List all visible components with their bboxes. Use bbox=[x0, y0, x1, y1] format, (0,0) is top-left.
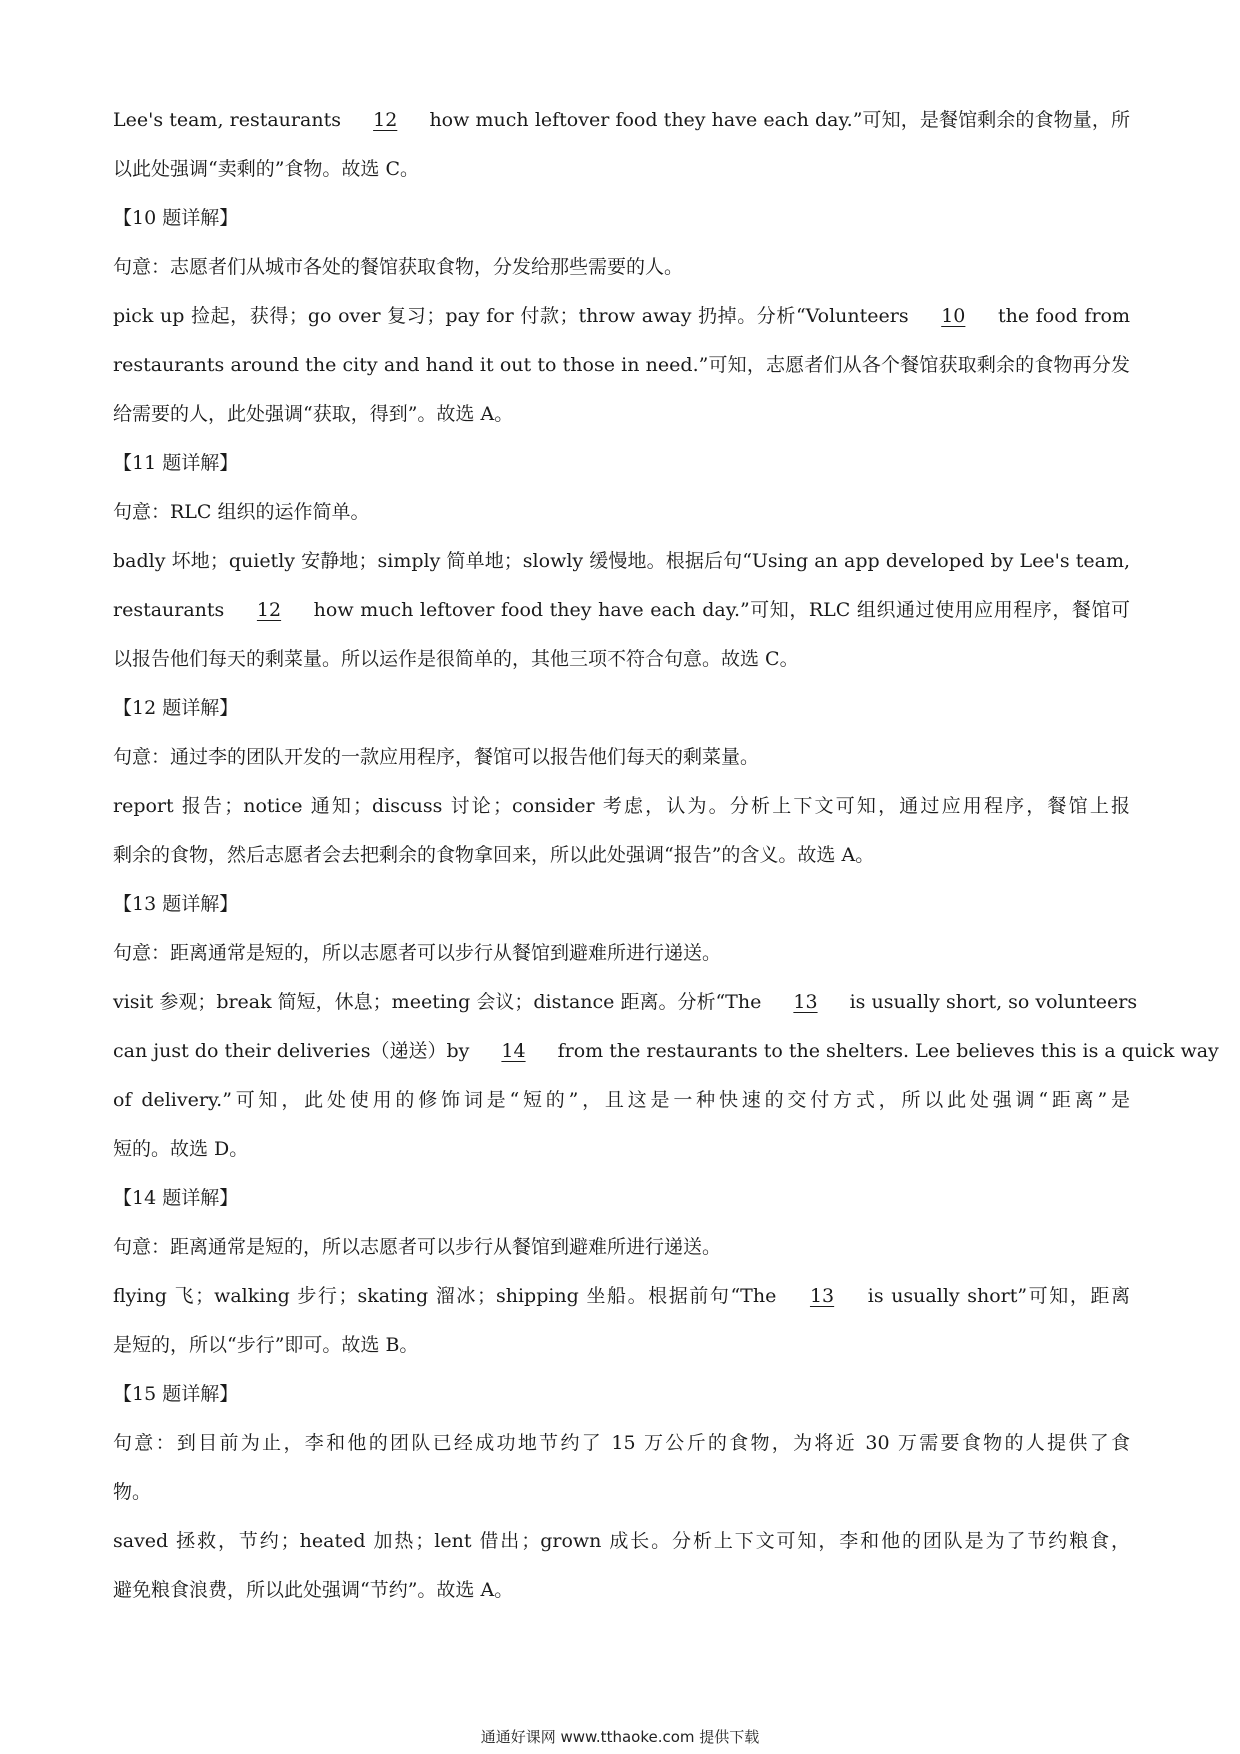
text-segment: 剩余的食物，然后志愿者会去把剩余的食物拿回来，所以此处强调“报告”的含义。故选 A。 bbox=[113, 844, 875, 866]
text-segment: from the restaurants to the shelters. Lee believes this is a quick way bbox=[551, 1040, 1219, 1062]
text-line bbox=[113, 1125, 1130, 1174]
text-line bbox=[113, 1517, 1130, 1566]
text-line bbox=[113, 880, 1130, 929]
text-line bbox=[113, 292, 1130, 341]
text-segment: report 报告；notice 通知；discuss 讨论；consider 考虑，认为。分析上下文可知，通过应用程序，餐馆上报 bbox=[113, 795, 1130, 817]
text-line bbox=[113, 635, 1130, 684]
text-line bbox=[113, 488, 1130, 537]
text-segment: the food from bbox=[991, 305, 1130, 327]
text-segment: 【10 题详解】 bbox=[113, 207, 239, 229]
text-segment: can just do their deliveries（递送）by bbox=[113, 1040, 476, 1062]
text-line bbox=[113, 929, 1130, 978]
text-line bbox=[113, 1076, 1130, 1125]
text-segment: 句意：到目前为止，李和他的团队已经成功地节约了 15 万公斤的食物，为将近 30 万需要食物的人提供了食 bbox=[113, 1432, 1130, 1454]
text-line bbox=[113, 1321, 1130, 1370]
text-line bbox=[113, 1272, 1130, 1321]
text-segment: restaurants around the city and hand it out to those in need.”可知，志愿者们从各个餐馆获取剩余的食物再分发 bbox=[113, 354, 1130, 376]
text-segment: how much leftover food they have each day.”可知，是餐馆剩余的食物量，所 bbox=[423, 109, 1130, 131]
text-line bbox=[113, 1027, 1219, 1076]
text-line bbox=[113, 537, 1130, 586]
text-segment: 【12 题详解】 bbox=[113, 697, 239, 719]
text-segment: 【13 题详解】 bbox=[113, 893, 239, 915]
text-line bbox=[113, 390, 1130, 439]
answer-blank: 10 bbox=[941, 305, 966, 327]
text-line bbox=[113, 684, 1130, 733]
text-segment: is usually short”可知，距离 bbox=[860, 1285, 1130, 1307]
document-page bbox=[113, 96, 1219, 1615]
text-line bbox=[113, 1566, 1130, 1615]
text-line bbox=[113, 586, 1130, 635]
text-segment: 句意：距离通常是短的，所以志愿者可以步行从餐馆到避难所进行递送。 bbox=[113, 1236, 722, 1258]
answer-blank: 13 bbox=[809, 1285, 835, 1307]
text-line bbox=[113, 1223, 1130, 1272]
text-line bbox=[113, 1419, 1130, 1468]
answer-blank: 12 bbox=[256, 599, 282, 621]
text-segment: pick up 捡起，获得；go over 复习；pay for 付款；throw away 扔掉。分析“Volunteers bbox=[113, 305, 916, 327]
text-segment: 【11 题详解】 bbox=[113, 452, 239, 474]
text-line bbox=[113, 733, 1130, 782]
text-line bbox=[113, 831, 1130, 880]
text-segment: 以此处强调“卖剩的”食物。故选 C。 bbox=[113, 158, 420, 180]
text-line bbox=[113, 341, 1130, 390]
text-segment: flying 飞；walking 步行；skating 溜冰；shipping 坐船。根据前句“The bbox=[113, 1285, 784, 1307]
text-line bbox=[113, 243, 1130, 292]
text-segment: 【14 题详解】 bbox=[113, 1187, 239, 1209]
text-line bbox=[113, 978, 1138, 1027]
text-segment: visit 参观；break 简短，休息；meeting 会议；distance 距离。分析“The bbox=[113, 991, 768, 1013]
text-line bbox=[113, 194, 1130, 243]
text-segment: badly 坏地；quietly 安静地；simply 简单地；slowly 缓慢地。根据后句“Using an app developed by Lee's team, bbox=[113, 550, 1130, 572]
text-segment: 以报告他们每天的剩菜量。所以运作是很简单的，其他三项不符合句意。故选 C。 bbox=[113, 648, 799, 670]
text-segment: 句意：RLC 组织的运作简单。 bbox=[113, 501, 370, 523]
text-segment: 物。 bbox=[113, 1481, 152, 1503]
text-line bbox=[113, 145, 1130, 194]
text-segment: restaurants bbox=[113, 599, 231, 621]
text-segment: 句意：距离通常是短的，所以志愿者可以步行从餐馆到避难所进行递送。 bbox=[113, 942, 722, 964]
text-segment: 给需要的人，此处强调“获取，得到”。故选 A。 bbox=[113, 403, 514, 425]
text-line bbox=[113, 1370, 1130, 1419]
text-segment: of delivery.”可知，此处使用的修饰词是“短的”，且这是一种快速的交付方式，所以此处强调“距离”是 bbox=[113, 1089, 1130, 1111]
text-line bbox=[113, 1468, 1130, 1517]
text-line bbox=[113, 96, 1130, 145]
text-line bbox=[113, 782, 1130, 831]
text-segment: 句意：志愿者们从城市各处的餐馆获取食物，分发给那些需要的人。 bbox=[113, 256, 684, 278]
text-segment: how much leftover food they have each day.”可知，RLC 组织通过使用应用程序，餐馆可 bbox=[307, 599, 1130, 621]
text-segment: 句意：通过李的团队开发的一款应用程序，餐馆可以报告他们每天的剩菜量。 bbox=[113, 746, 760, 768]
answer-blank: 13 bbox=[793, 991, 818, 1013]
text-segment: 避免粮食浪费，所以此处强调“节约”。故选 A。 bbox=[113, 1579, 514, 1601]
text-segment: is usually short, so volunteers bbox=[843, 991, 1138, 1013]
text-line bbox=[113, 1174, 1130, 1223]
answer-blank: 14 bbox=[501, 1040, 526, 1062]
page-footer: 通通好课网 www.tthaoke.com 提供下载 bbox=[480, 1728, 760, 1746]
text-segment: 【15 题详解】 bbox=[113, 1383, 239, 1405]
answer-blank: 12 bbox=[373, 109, 398, 131]
text-segment: 是短的，所以“步行”即可。故选 B。 bbox=[113, 1334, 419, 1356]
text-segment: saved 拯救，节约；heated 加热；lent 借出；grown 成长。分析上下文可知，李和他的团队是为了节约粮食， bbox=[113, 1530, 1130, 1552]
text-segment: Lee's team, restaurants bbox=[113, 109, 348, 131]
text-segment: 短的。故选 D。 bbox=[113, 1138, 249, 1160]
text-line bbox=[113, 439, 1130, 488]
